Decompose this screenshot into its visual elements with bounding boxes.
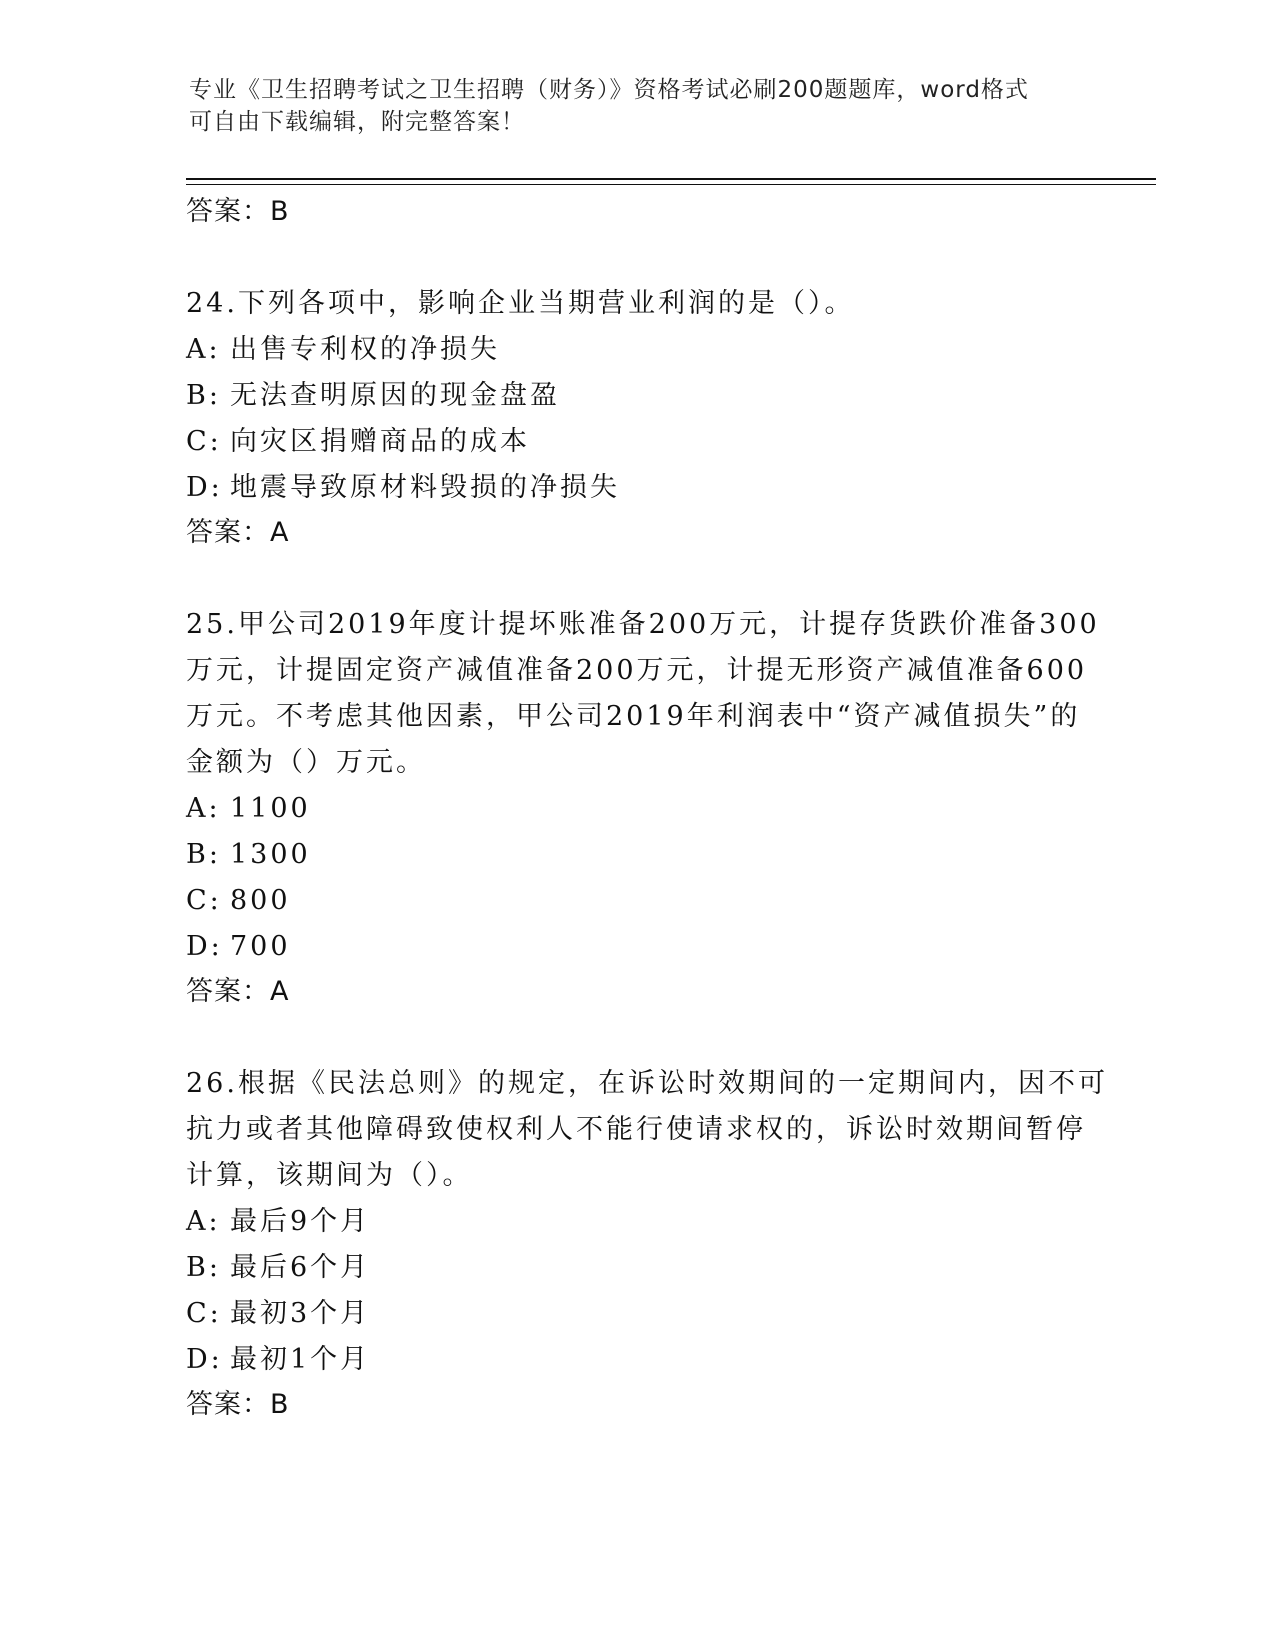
question-block — [186, 281, 1086, 555]
question-block — [186, 1061, 1108, 1427]
option-text: 1100 — [230, 793, 311, 824]
question-line: 25.甲公司2019年度计提坏账准备200万元，计提存货跌价准备300 — [186, 609, 1100, 640]
option-label: A: — [186, 1206, 221, 1237]
option-label: A: — [186, 334, 221, 365]
option-b — [186, 832, 1086, 878]
page-header — [189, 74, 1079, 138]
question-text — [186, 1061, 1108, 1199]
option-text: 最后6个月 — [230, 1252, 371, 1283]
option-label: C: — [186, 885, 222, 916]
option-label: C: — [186, 1298, 222, 1329]
option-label: B: — [186, 839, 221, 870]
option-a — [186, 786, 1086, 832]
option-text: 700 — [230, 931, 291, 962]
option-text: 800 — [230, 885, 291, 916]
header-line: 可自由下载编辑，附完整答案！ — [189, 109, 525, 135]
answer-line: 答案：B — [186, 1389, 290, 1420]
header-divider-thick — [186, 178, 1156, 180]
option-text: 最初1个月 — [230, 1344, 371, 1375]
option-label: B: — [186, 380, 221, 411]
option-label: D: — [186, 472, 223, 503]
header-line: 专业《卫生招聘考试之卫生招聘（财务）》资格考试必刷200题题库，word格式 — [189, 77, 1029, 103]
option-text: 1300 — [230, 839, 311, 870]
option-b — [186, 373, 1086, 419]
option-label: D: — [186, 1344, 223, 1375]
option-a — [186, 327, 1086, 373]
document-body — [186, 190, 1108, 1427]
option-d — [186, 1337, 1086, 1383]
question-line: 抗力或者其他障碍致使权利人不能行使请求权的，诉讼时效期间暂停 — [186, 1114, 1086, 1145]
question-text — [186, 602, 1100, 786]
option-label: B: — [186, 1252, 221, 1283]
question-line: 24.下列各项中，影响企业当期营业利润的是（）。 — [186, 288, 855, 319]
question-text — [186, 281, 1086, 327]
option-text: 地震导致原材料毁损的净损失 — [230, 472, 620, 503]
option-a — [186, 1199, 1086, 1245]
option-c — [186, 1291, 1086, 1337]
option-text: 最初3个月 — [230, 1298, 371, 1329]
question-line: 26.根据《民法总则》的规定，在诉讼时效期间的一定期间内，因不可 — [186, 1068, 1108, 1099]
question-line: 计算，该期间为（）。 — [186, 1160, 473, 1191]
option-b — [186, 1245, 1086, 1291]
option-text: 无法查明原因的现金盘盈 — [230, 380, 560, 411]
answer-line: 答案：A — [186, 517, 290, 548]
answer-line: 答案：B — [186, 196, 290, 227]
option-label: D: — [186, 931, 223, 962]
option-text: 最后9个月 — [230, 1206, 371, 1237]
option-c — [186, 878, 1086, 924]
question-block — [186, 602, 1100, 1014]
option-label: A: — [186, 793, 221, 824]
option-text: 向灾区捐赠商品的成本 — [230, 426, 530, 457]
option-d — [186, 924, 1086, 970]
option-d — [186, 465, 1086, 511]
answer-line: 答案：A — [186, 976, 290, 1007]
header-divider-thin — [186, 184, 1156, 185]
option-c — [186, 419, 1086, 465]
option-text: 出售专利权的净损失 — [230, 334, 500, 365]
option-label: C: — [186, 426, 222, 457]
question-line: 万元。不考虑其他因素，甲公司2019年利润表中“资产减值损失”的 — [186, 701, 1081, 732]
question-line: 万元，计提固定资产减值准备200万元，计提无形资产减值准备600 — [186, 655, 1088, 686]
question-line: 金额为（）万元。 — [186, 747, 426, 778]
